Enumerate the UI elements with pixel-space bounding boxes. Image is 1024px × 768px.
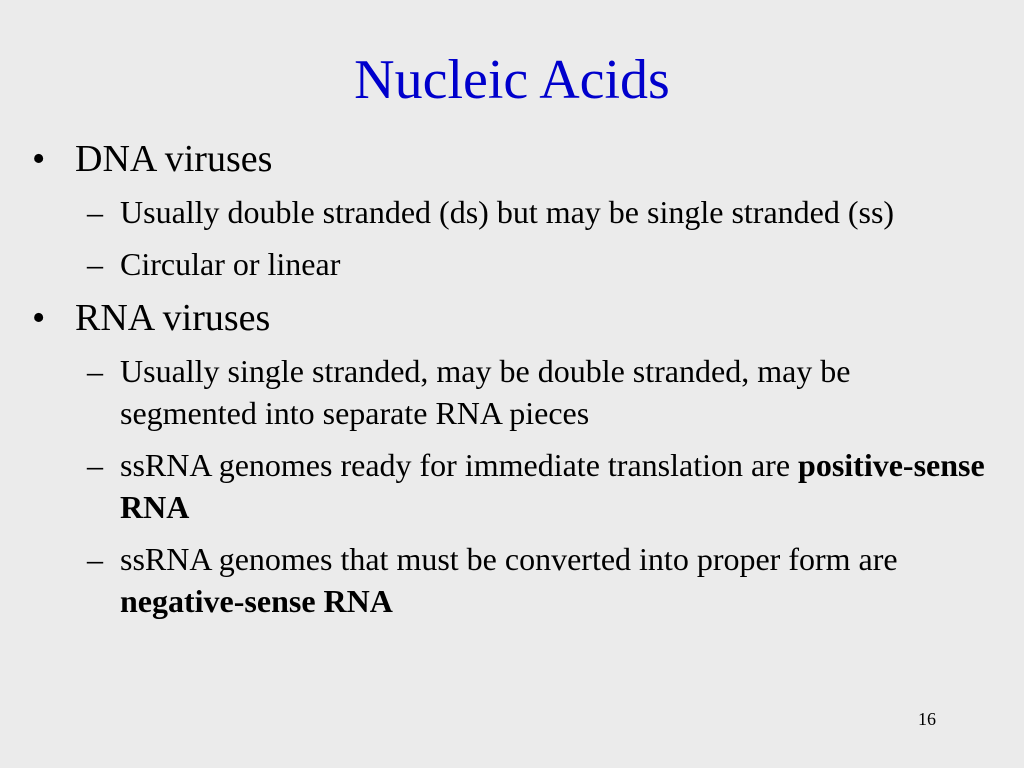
sub-bullet-text: Usually single stranded, may be double stranded, may be segmented into separate RNA pieces [120,353,851,431]
bullet-rna-viruses [32,297,992,340]
dash-marker: – [87,447,103,483]
sub-bullet-text: ssRNA genomes that must be converted into proper form are [120,541,898,577]
sub-bullet-bold-term: positive-sense RNA [120,447,985,525]
bullet-text: DNA viruses [75,138,273,180]
dash-marker: – [87,194,103,230]
sub-bullet-text: Usually double stranded (ds) but may be single stranded (ss) [120,194,895,230]
bullet-marker: • [32,138,46,180]
slide-body [32,138,992,622]
page-number: 16 [918,709,936,729]
sub-bullet-text: Circular or linear [120,246,341,282]
bullet-text: RNA viruses [75,297,271,339]
bullet-dna-viruses [32,138,992,181]
dash-marker: – [87,246,103,282]
sub-bullet-circular [32,243,992,285]
sub-bullet-single-stranded [32,350,992,434]
sub-bullet-positive-sense [32,444,992,528]
dash-marker: – [87,353,103,389]
bullet-marker: • [32,297,46,339]
sub-bullet-bold-term: negative-sense RNA [120,583,393,619]
sub-bullet-negative-sense [32,538,992,622]
dash-marker: – [87,541,103,577]
sub-bullet-stranded [32,191,992,233]
sub-bullet-text: ssRNA genomes ready for immediate translation are [120,447,799,483]
slide-title: Nucleic Acids [354,49,670,111]
